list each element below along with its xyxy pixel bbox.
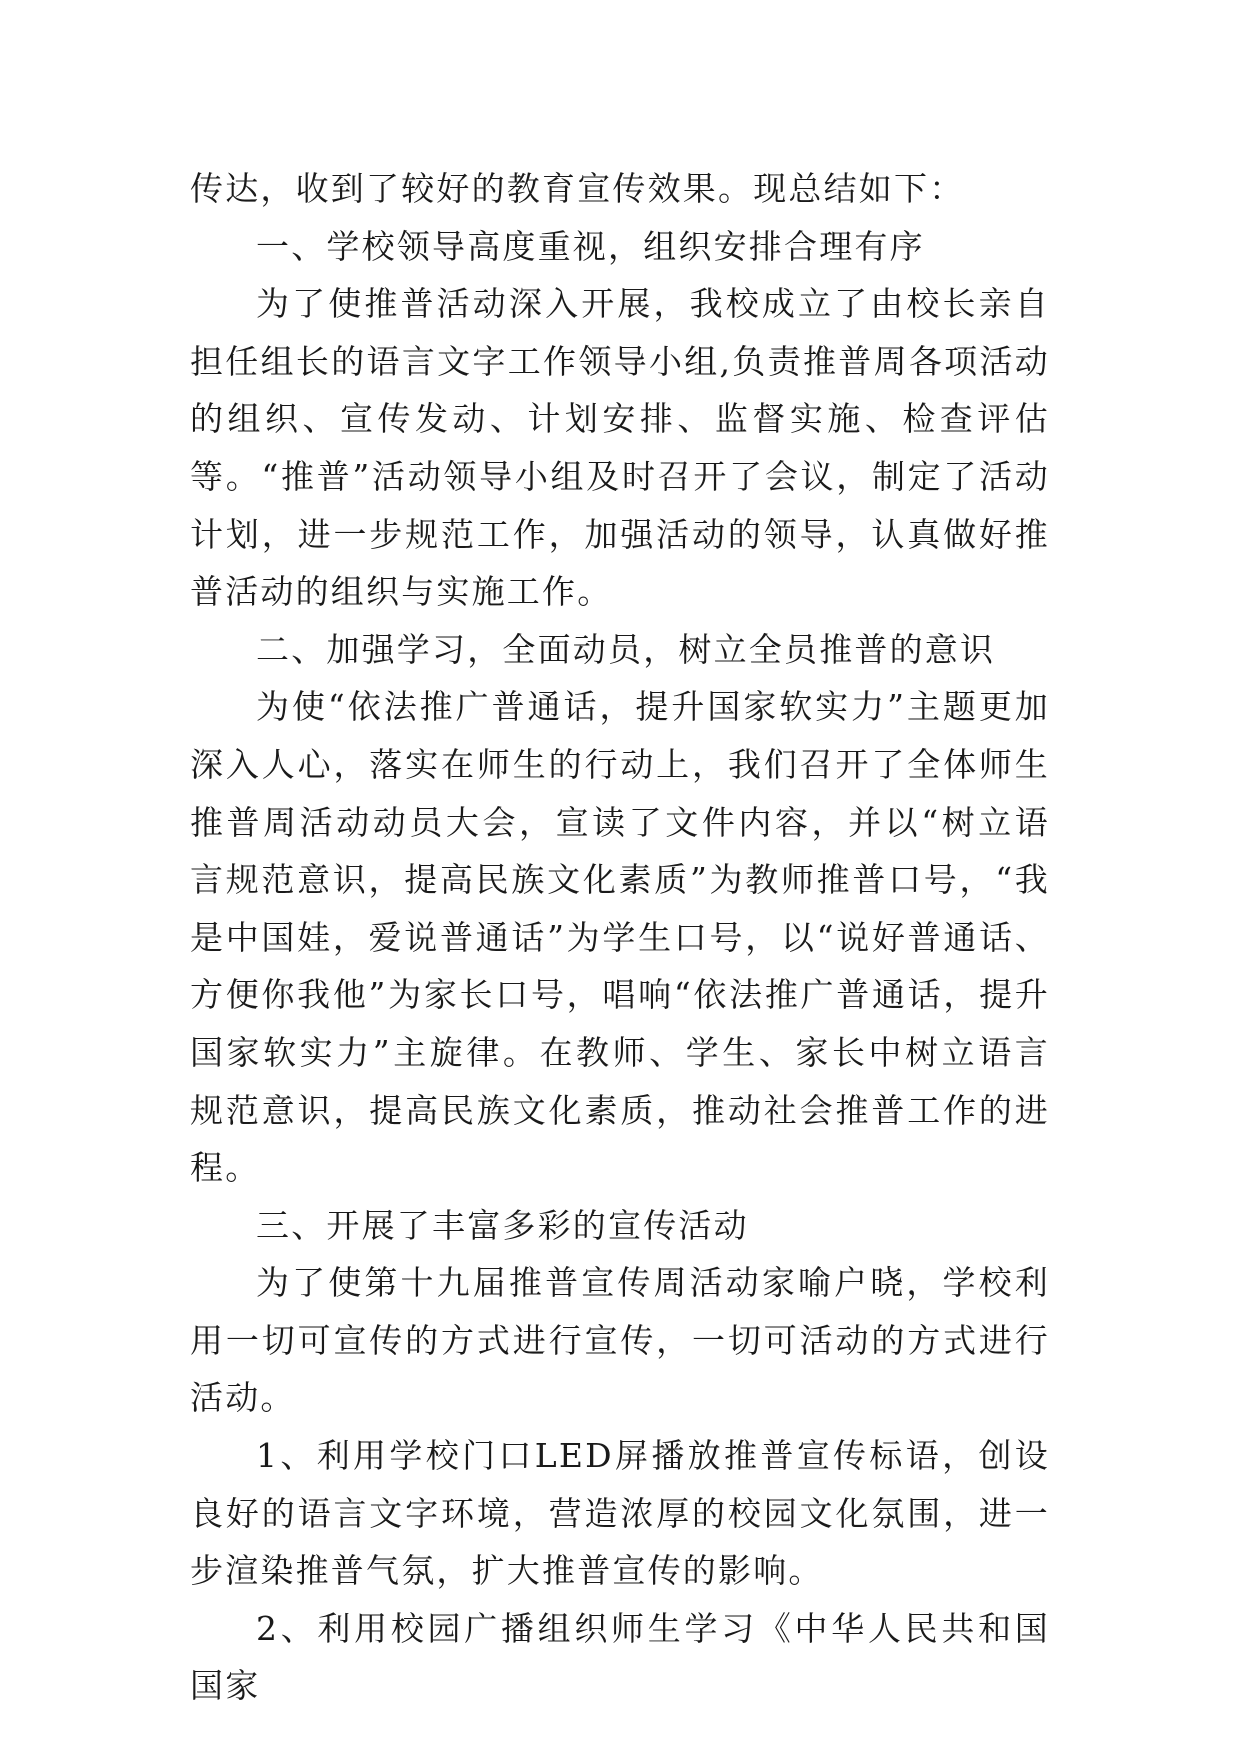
section-heading-3: 三、开展了丰富多彩的宣传活动 [256, 1205, 749, 1245]
paragraph-mobilization: 为使“依法推广普通话，提升国家软实力”主题更加深入人心，落实在师生的行动上，我们召开了全体师生推普周活动动员大会，宣读了文件内容，并以“树立语言规范意识，提高民族文化素质”为教师推普口号，“我是中国娃，爱说普通话”为学生口号，以“说好普通话、方便你我他”为家长口号，唱响“依法推广普通话，提升国家软实力”主旋律。在教师、学生、家长中树立语言规范意识，提高民族文化素质，推动社会推普工作的进程。 [190, 687, 1050, 1188]
paragraph-intro-continuation: 传达，收到了较好的教育宣传效果。现总结如下： [190, 169, 965, 208]
section-heading-2: 二、加强学习，全面动员，树立全员推普的意识 [256, 629, 996, 669]
paragraph-publicity-intro: 为了使第十九届推普宣传周活动家喻户晓，学校利用一切可宣传的方式进行宣传，一切可活动的方式进行活动。 [190, 1263, 1050, 1418]
paragraph-leadership: 为了使推普活动深入开展，我校成立了由校长亲自担任组长的语言文字工作领导小组,负责推普周各项活动的组织、宣传发动、计划安排、监督实施、检查评估等。“推普”活动领导小组及时召开了会议，制定了活动计划，进一步规范工作，加强活动的领导，认真做好推普活动的组织与实施工作。 [190, 284, 1050, 612]
document-page [190, 160, 1050, 1715]
paragraph-item-2: 2、利用校园广播组织师生学习《中华人民共和国国家 [190, 1608, 1050, 1706]
paragraph-item-1: 1、利用学校门口LED屏播放推普宣传标语，创设良好的语言文字环境，营造浓厚的校园文化氛围，进一步渲染推普气氛，扩大推普宣传的影响。 [190, 1436, 1050, 1591]
section-heading-1: 一、学校领导高度重视，组织安排合理有序 [256, 226, 925, 266]
